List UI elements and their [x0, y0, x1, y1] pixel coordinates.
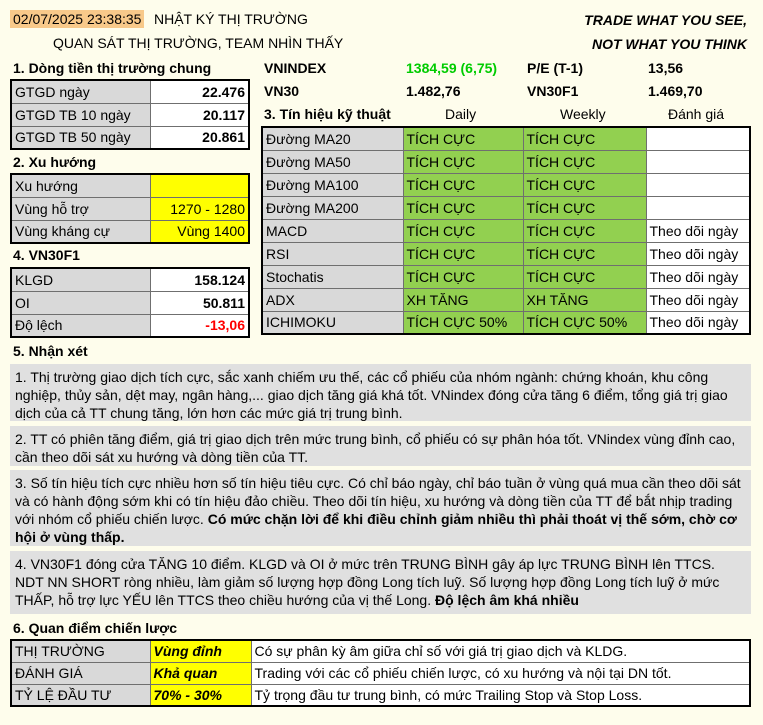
vn30-label: VN30 [264, 83, 300, 99]
signal-weekly: TÍCH CỰC 50% [523, 311, 646, 334]
vn30f1-table [10, 267, 250, 338]
signal-weekly: TÍCH CỰC [523, 127, 646, 150]
strategy-desc: Có sự phân kỳ âm giữa chỉ số với giá trị giao dịch và KLDG. [251, 640, 750, 662]
strategy-desc: Tỷ trọng đầu tư trung bình, có mức Trailing Stop và Stop Loss. [251, 684, 750, 706]
signal-name: Đường MA100 [262, 173, 403, 196]
vn30f1-value: 1.469,70 [648, 83, 703, 99]
table-row [11, 197, 249, 220]
comment-2: 2. TT có phiên tăng điểm, giá trị giao dịch trên mức trung bình, cổ phiếu có sự phân hóa tốt. VNindex vùng đỉnh cao, cần theo dõi sát xu hướng và dòng tiền của TT. [10, 426, 751, 466]
signal-eval: Theo dõi ngày [646, 219, 750, 242]
signal-daily: TÍCH CỰC [403, 127, 523, 150]
table-row [262, 150, 750, 173]
row-label: Xu hướng [11, 174, 150, 197]
row-value: Vùng 1400 [150, 220, 249, 243]
signal-weekly: TÍCH CỰC [523, 219, 646, 242]
vn30f1-label: VN30F1 [527, 83, 579, 99]
signal-eval: Theo dõi ngày [646, 242, 750, 265]
section1-title: 1. Dòng tiền thị trường chung [13, 60, 212, 76]
signal-eval: Theo dõi ngày [646, 265, 750, 288]
comment-4-emphasis: Độ lệch âm khá nhiều [435, 592, 579, 608]
section4-title: 4. VN30F1 [13, 247, 80, 263]
table-row [11, 80, 249, 103]
signal-name: RSI [262, 242, 403, 265]
table-row [262, 196, 750, 219]
trend-table [10, 173, 250, 244]
row-value [150, 174, 249, 197]
table-row [262, 288, 750, 311]
signal-daily: TÍCH CỰC [403, 196, 523, 219]
row-value: -13,06 [150, 314, 249, 337]
signal-name: Đường MA200 [262, 196, 403, 219]
report-title: NHẬT KÝ THỊ TRƯỜNG [154, 11, 308, 27]
row-value: 20.117 [150, 103, 249, 126]
signal-eval [646, 196, 750, 219]
signal-eval: Theo dõi ngày [646, 288, 750, 311]
comment-4-text: 4. VN30F1 đóng cửa TĂNG 10 điểm. KLGD và OI ở mức trên TRUNG BÌNH gây áp lực TRUNG BÌNH lên TTCS. NDT NN SHORT ròng nhiều, làm giảm số lượng hợp đồng Long tích luỹ. Số lượng hợp đồng Long tích luỹ ở mức THẤP, hỗ trợ lực YẾU lên TTCS theo chiều hướng của vị thế Long. [15, 556, 720, 608]
table-row [262, 173, 750, 196]
col-weekly-header: Weekly [560, 106, 606, 122]
money-flow-table [10, 79, 250, 150]
comment-3-text: 3. Số tín hiệu tích cực nhiều hơn số tín hiệu tiêu cực. Có chỉ báo ngày, chỉ báo tuần ở vùng quá mua cần theo dõi sát và có hành động sớm khi có tín hiệu đảo chiều. Theo dõi tín hiệu, xu hướng và dòng tiền của TT để bắt nhịp trading với nhóm cổ phiếu chiến lược. [15, 475, 741, 527]
signal-daily: TÍCH CỰC [403, 173, 523, 196]
signal-daily: TÍCH CỰC [403, 265, 523, 288]
table-row [11, 640, 750, 662]
signal-daily: TÍCH CỰC 50% [403, 311, 523, 334]
table-row [11, 174, 249, 197]
strategy-value: Vùng đỉnh [150, 640, 251, 662]
signal-daily: TÍCH CỰC [403, 219, 523, 242]
technical-signals-table [261, 126, 751, 335]
signal-name: ADX [262, 288, 403, 311]
pe-value: 13,56 [648, 60, 684, 76]
signal-weekly: TÍCH CỰC [523, 265, 646, 288]
row-label: Vùng hỗ trợ [11, 197, 150, 220]
row-value: 50.811 [150, 291, 249, 314]
section2-title: 2. Xu hướng [13, 154, 97, 170]
row-value: 158.124 [150, 268, 249, 291]
table-row [262, 311, 750, 334]
table-row [262, 219, 750, 242]
table-row [11, 220, 249, 243]
signal-eval [646, 173, 750, 196]
section6-title: 6. Quan điểm chiến lược [13, 620, 178, 636]
signal-daily: XH TĂNG [403, 288, 523, 311]
table-row [11, 268, 249, 291]
col-eval-header: Đánh giá [668, 106, 725, 122]
pe-label: P/E (T-1) [527, 60, 584, 76]
strategy-key: ĐÁNH GIÁ [11, 662, 150, 684]
row-value: 20.861 [150, 126, 249, 149]
slogan-line-1: TRADE WHAT YOU SEE, [584, 12, 747, 28]
signal-name: Đường MA20 [262, 127, 403, 150]
col-daily-header: Daily [445, 106, 477, 122]
vnindex-label: VNINDEX [264, 60, 327, 76]
section3-title: 3. Tín hiệu kỹ thuật [264, 106, 391, 122]
report-subtitle: QUAN SÁT THỊ TRƯỜNG, TEAM NHÌN THẤY [53, 35, 344, 51]
table-row [11, 126, 249, 149]
strategy-table [10, 639, 751, 707]
strategy-value: Khả quan [150, 662, 251, 684]
strategy-key: TỶ LỆ ĐẦU TƯ [11, 684, 150, 706]
signal-daily: TÍCH CỰC [403, 242, 523, 265]
section5-title: 5. Nhận xét [13, 343, 88, 359]
signal-eval: Theo dõi ngày [646, 311, 750, 334]
row-label: GTGD TB 10 ngày [11, 103, 150, 126]
table-row [262, 242, 750, 265]
row-label: GTGD TB 50 ngày [11, 126, 150, 149]
table-row [262, 265, 750, 288]
table-row [11, 314, 249, 337]
comment-3-emphasis: Có mức chặn lời để khi điều chỉnh giảm nhiều thì phải thoát vị thế sớm, chờ cơ hội ở vùng thấp. [15, 511, 737, 545]
vnindex-value: 1384,59 (6,75) [406, 60, 498, 76]
comment-4 [10, 551, 751, 614]
row-label: Vùng kháng cự [11, 220, 150, 243]
vn30-value: 1.482,76 [406, 83, 461, 99]
row-label: Độ lệch [11, 314, 150, 337]
signal-weekly: TÍCH CỰC [523, 173, 646, 196]
table-row [11, 103, 249, 126]
strategy-key: THỊ TRƯỜNG [11, 640, 150, 662]
signal-eval [646, 127, 750, 150]
signal-name: MACD [262, 219, 403, 242]
strategy-value: 70% - 30% [150, 684, 251, 706]
table-row [11, 684, 750, 706]
strategy-desc: Trading với các cổ phiếu chiến lược, có xu hướng và nội tại DN tốt. [251, 662, 750, 684]
row-label: OI [11, 291, 150, 314]
row-value: 1270 - 1280 [150, 197, 249, 220]
table-row [11, 662, 750, 684]
table-row [262, 127, 750, 150]
row-value: 22.476 [150, 80, 249, 103]
slogan-line-2: NOT WHAT YOU THINK [591, 36, 747, 52]
signal-name: ICHIMOKU [262, 311, 403, 334]
signal-name: Stochatis [262, 265, 403, 288]
row-label: GTGD ngày [11, 80, 150, 103]
signal-weekly: TÍCH CỰC [523, 196, 646, 219]
signal-weekly: TÍCH CỰC [523, 242, 646, 265]
signal-name: Đường MA50 [262, 150, 403, 173]
comment-1: 1. Thị trường giao dịch tích cực, sắc xanh chiếm ưu thế, các cổ phiếu của nhóm ngành: chứng khoán, khu công nghiệp, thủy sản, dệt may, ngân hàng,... giao dịch tăng giá khá tốt. VNindex đóng cửa tăng 6 điểm, tổng giá trị giao dịch của cả TT chung tăng, lớn hơn các mức giá trị trung bình. [10, 364, 751, 421]
signal-daily: TÍCH CỰC [403, 150, 523, 173]
row-label: KLGD [11, 268, 150, 291]
report-datetime: 02/07/2025 23:38:35 [10, 10, 144, 28]
signal-weekly: TÍCH CỰC [523, 150, 646, 173]
signal-weekly: XH TĂNG [523, 288, 646, 311]
comment-3 [10, 470, 751, 546]
signal-eval [646, 150, 750, 173]
table-row [11, 291, 249, 314]
